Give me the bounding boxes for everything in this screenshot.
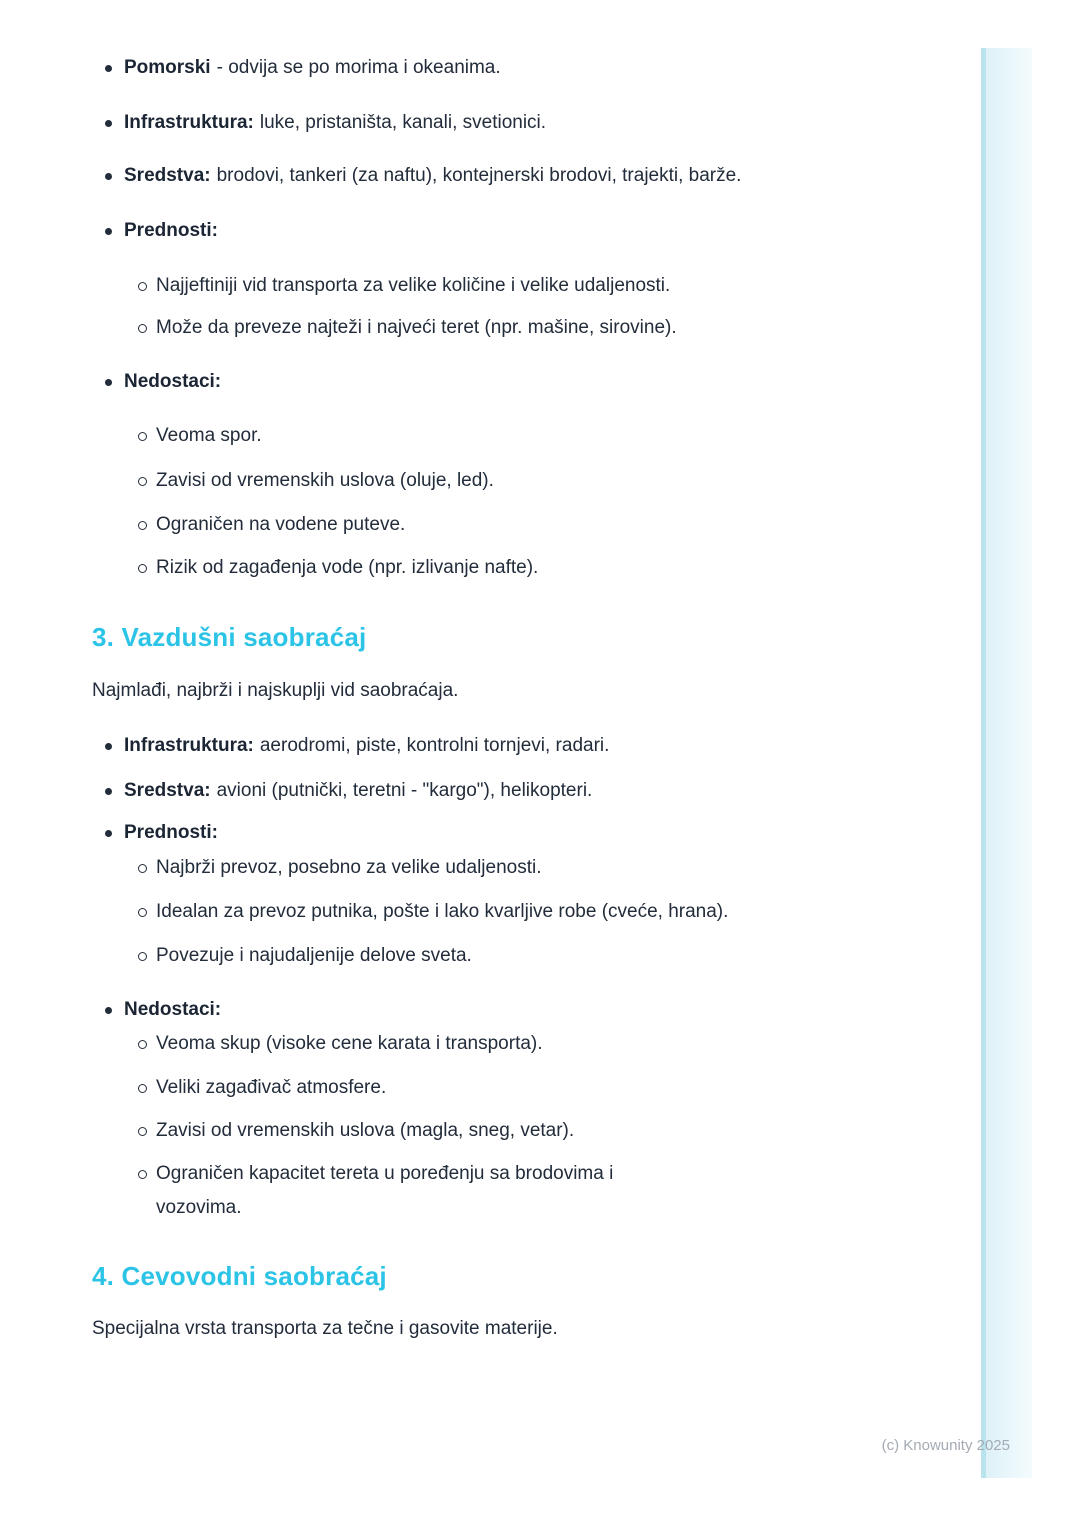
sub-list-item (92, 851, 832, 885)
list-item-pomorski (92, 51, 832, 85)
bullet-icon (105, 830, 112, 837)
bullet-icon (105, 120, 112, 127)
sub-item-text: Veoma spor. (156, 425, 262, 446)
copyright-watermark: (c) Knowunity 2025 (881, 1437, 1010, 1454)
item-text: aerodromi, piste, kontrolni tornjevi, radari. (259, 735, 610, 756)
sub-list-item (92, 508, 832, 542)
sub-item-text: Veoma skup (visoke cene karata i transporta). (156, 1033, 543, 1054)
sub-list-item (92, 419, 832, 453)
sub-list-item (92, 464, 832, 498)
section-intro: Specijalna vrsta transporta za tečne i gasovite materije. (92, 1318, 558, 1339)
sub-list-item (92, 1114, 832, 1148)
item-label: Pomorski (124, 57, 211, 78)
bullet-icon (105, 743, 112, 750)
circle-bullet-icon (138, 477, 147, 486)
sub-list-item (92, 1157, 832, 1225)
bullet-icon (105, 65, 112, 72)
item-text: - odvija se po morima i okeanima. (216, 57, 501, 78)
sub-item-text: Ograničen kapacitet tereta u poređenju sa brodovima i vozovima. (156, 1163, 614, 1218)
sub-item-text: Može da preveze najteži i najveći teret (npr. mašine, sirovine). (156, 317, 677, 338)
item-label: Prednosti: (124, 220, 218, 241)
item-label: Nedostaci: (124, 371, 222, 392)
bullet-icon (105, 173, 112, 180)
sub-item-text: Veliki zagađivač atmosfere. (156, 1077, 387, 1098)
sub-list-item (92, 311, 832, 345)
bullet-icon (105, 228, 112, 235)
document-content (92, 51, 832, 1346)
list-item-infrastruktura-vazdusni (92, 729, 832, 763)
section-heading-vazdusni: 3. Vazdušni saobraćaj (92, 622, 367, 652)
section-heading-cevovodni: 4. Cevovodni saobraćaj (92, 1261, 387, 1291)
sub-item-text: Zavisi od vremenskih uslova (oluje, led). (156, 470, 494, 491)
circle-bullet-icon (138, 282, 147, 291)
item-label: Infrastruktura: (124, 735, 254, 756)
item-label: Infrastruktura: (124, 112, 254, 133)
list-item-sredstva-vazdusni (92, 774, 832, 808)
list-item-nedostaci-heading (92, 993, 832, 1027)
circle-bullet-icon (138, 908, 147, 917)
item-label: Prednosti: (124, 822, 218, 843)
item-label: Sredstva: (124, 780, 211, 801)
circle-bullet-icon (138, 1084, 147, 1093)
list-item-nedostaci-heading (92, 365, 832, 399)
sub-item-text: Ograničen na vodene puteve. (156, 514, 406, 535)
bullet-icon (105, 379, 112, 386)
item-text: luke, pristaništa, kanali, svetionici. (259, 112, 547, 133)
list-item-sredstva-pomorski (92, 159, 832, 193)
right-highlight-stripe (981, 48, 1032, 1478)
sub-list-item (92, 895, 832, 929)
circle-bullet-icon (138, 1127, 147, 1136)
list-item-prednosti-heading (92, 816, 832, 850)
list-item-infrastruktura-pomorski (92, 106, 832, 140)
circle-bullet-icon (138, 1170, 147, 1179)
circle-bullet-icon (138, 324, 147, 333)
sub-item-text: Idealan za prevoz putnika, pošte i lako kvarljive robe (cveće, hrana). (156, 901, 729, 922)
bullet-icon (105, 788, 112, 795)
sub-item-text: Povezuje i najudaljenije delove sveta. (156, 945, 472, 966)
sub-item-text: Najjeftiniji vid transporta za velike količine i velike udaljenosti. (156, 275, 671, 296)
circle-bullet-icon (138, 1040, 147, 1049)
sub-item-text: Zavisi od vremenskih uslova (magla, sneg, vetar). (156, 1120, 575, 1141)
item-label: Nedostaci: (124, 999, 222, 1020)
sub-list-item (92, 939, 832, 973)
item-text: brodovi, tankeri (za naftu), kontejnerski brodovi, trajekti, barže. (216, 165, 742, 186)
sub-list-item (92, 551, 832, 585)
circle-bullet-icon (138, 432, 147, 441)
sub-item-text: Najbrži prevoz, posebno za velike udaljenosti. (156, 857, 542, 878)
sub-list-item (92, 269, 832, 303)
section-intro: Najmlađi, najbrži i najskuplji vid saobraćaja. (92, 680, 459, 701)
item-label: Sredstva: (124, 165, 211, 186)
sub-list-item (92, 1071, 832, 1105)
circle-bullet-icon (138, 864, 147, 873)
circle-bullet-icon (138, 521, 147, 530)
bullet-icon (105, 1007, 112, 1014)
list-item-prednosti-heading (92, 214, 832, 248)
item-text: avioni (putnički, teretni - "kargo"), helikopteri. (216, 780, 593, 801)
sub-list-item (92, 1027, 832, 1061)
sub-item-text: Rizik od zagađenja vode (npr. izlivanje nafte). (156, 557, 539, 578)
circle-bullet-icon (138, 952, 147, 961)
circle-bullet-icon (138, 564, 147, 573)
